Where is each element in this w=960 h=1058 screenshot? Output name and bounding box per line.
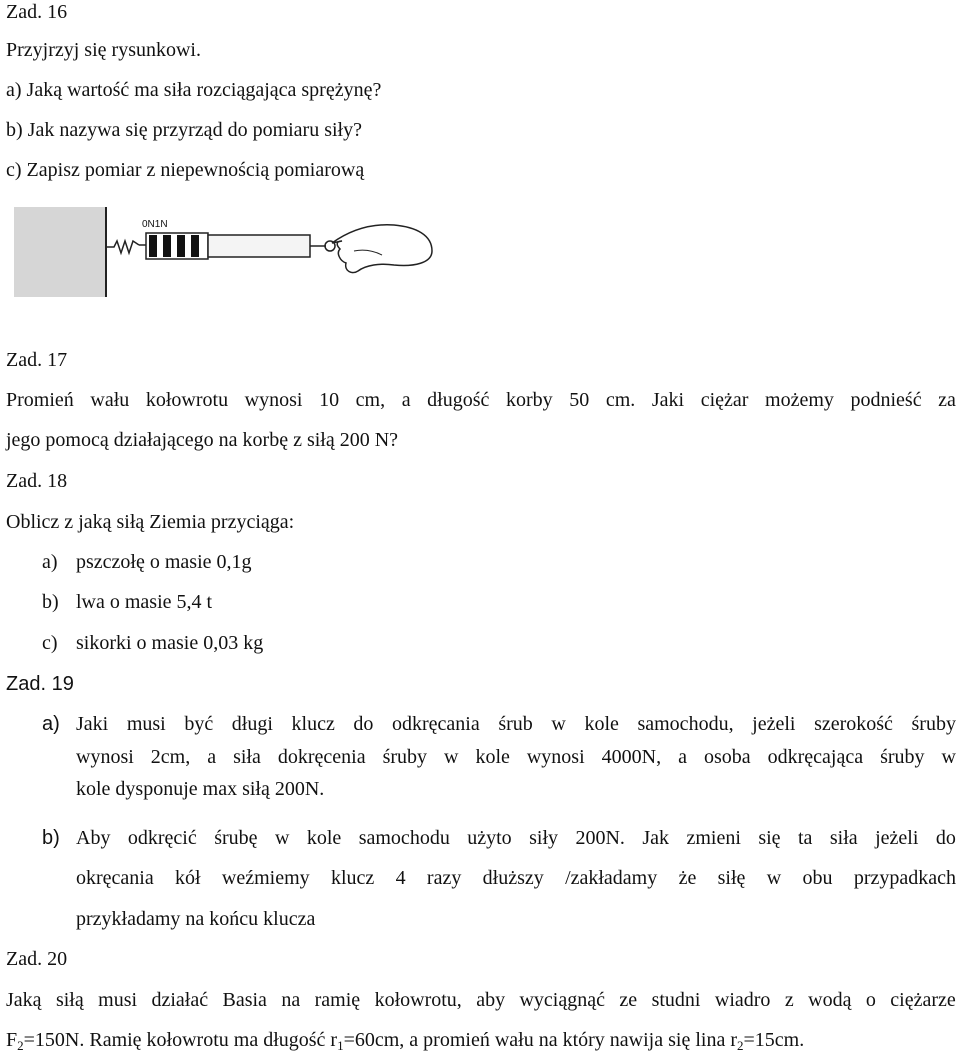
task-20-line-1 xyxy=(6,988,956,1012)
word: podnieść xyxy=(850,389,922,411)
task-18-item-c-marker: c) xyxy=(42,632,58,654)
word: jeżeli xyxy=(875,827,919,849)
word: że xyxy=(678,867,697,889)
word: musi xyxy=(98,989,138,1011)
word: siły xyxy=(529,827,559,849)
word: wyciągnąć xyxy=(519,989,605,1011)
word: wodą xyxy=(808,989,852,1011)
word: wiadro xyxy=(714,989,771,1011)
task-16-intro: Przyjrzyj się rysunkowi. xyxy=(6,39,201,61)
word: długi xyxy=(231,713,273,735)
word: śruby xyxy=(382,746,428,768)
word: 200N. xyxy=(575,827,625,849)
word: w xyxy=(444,746,459,768)
scale-tube xyxy=(208,235,310,257)
task-19-item-a-marker: a) xyxy=(42,713,60,735)
task-16-question-b: b) Jak nazywa się przyrząd do pomiaru siły? xyxy=(6,119,362,141)
word: możemy xyxy=(765,389,834,411)
task-20-force-symbol: F xyxy=(6,1029,18,1051)
word: o xyxy=(865,989,876,1011)
task-18-intro: Oblicz z jaką siłą Ziemia przyciąga: xyxy=(6,511,295,533)
word: siłą xyxy=(55,989,84,1011)
task-16-title: Zad. 16 xyxy=(6,1,68,23)
task-19-item-b-marker: b) xyxy=(42,827,60,849)
task-20-sub-3: 2 xyxy=(736,1038,744,1053)
word: ciężarze xyxy=(890,989,956,1011)
word: Aby xyxy=(76,827,111,849)
word: siła xyxy=(233,746,261,768)
word: 4000N, xyxy=(601,746,662,768)
word: weźmiemy xyxy=(221,867,310,889)
word: samochodu xyxy=(358,827,450,849)
task-19-a-line-1 xyxy=(76,712,956,736)
word: wynosi xyxy=(76,746,134,768)
word: a xyxy=(207,746,217,768)
word: dłuższy xyxy=(482,867,544,889)
task-18-item-c: sikorki o masie 0,03 kg xyxy=(76,632,264,654)
word: do xyxy=(353,713,374,735)
word: studni xyxy=(651,989,701,1011)
task-18-item-b-marker: b) xyxy=(42,591,59,613)
word: Jak xyxy=(642,827,670,849)
word: okręcania xyxy=(76,867,154,889)
task-20-sub-1: 2 xyxy=(17,1038,24,1053)
word: ze xyxy=(619,989,638,1011)
word: śrub xyxy=(498,713,533,735)
word: klucz xyxy=(330,867,375,889)
task-20-text-2: =60cm, a promień wału na który nawija się lina r xyxy=(343,1029,737,1051)
word: klucz xyxy=(291,713,335,735)
word: kole xyxy=(306,827,342,849)
task-19-b-line-3: przykładamy na końcu klucza xyxy=(76,908,316,930)
word: kołowrotu xyxy=(145,389,229,411)
task-17-title: Zad. 17 xyxy=(6,349,68,371)
word: zmieni xyxy=(686,827,741,849)
word: wynosi xyxy=(244,389,303,411)
task-16-question-c: c) Zapisz pomiar z niepewnością pomiarową xyxy=(6,159,365,181)
word: ta xyxy=(798,827,813,849)
word: siłę xyxy=(717,867,746,889)
task-19-b-line-2 xyxy=(76,866,956,890)
word: odkręcająca xyxy=(767,746,864,768)
word: cm, xyxy=(355,389,386,411)
word: w xyxy=(274,827,290,849)
word: aby xyxy=(476,989,506,1011)
word: siła xyxy=(829,827,858,849)
task-18-item-a-marker: a) xyxy=(42,551,58,573)
word: szerokość xyxy=(814,713,893,735)
word: Jaką xyxy=(6,989,42,1011)
word: osoba xyxy=(703,746,751,768)
spring-hook xyxy=(106,241,139,253)
word: w xyxy=(766,867,782,889)
task-19-title: Zad. 19 xyxy=(6,673,74,695)
task-19-b-line-1 xyxy=(76,826,956,850)
word: wynosi xyxy=(526,746,585,768)
word: 4 xyxy=(395,867,406,889)
task-20-text-1: =150N. Ramię kołowrotu ma długość r xyxy=(23,1029,338,1051)
word: musi xyxy=(126,713,166,735)
spring-scale-figure xyxy=(14,205,434,305)
word: użyto xyxy=(467,827,512,849)
word: się xyxy=(758,827,781,849)
task-17-line-1 xyxy=(6,388,956,412)
word: kole xyxy=(475,746,510,768)
task-19-a-line-2 xyxy=(76,745,956,769)
word: samochodu, xyxy=(637,713,734,735)
word: jeżeli xyxy=(752,713,796,735)
word: razy xyxy=(426,867,462,889)
word: a xyxy=(401,389,411,411)
task-16-question-a: a) Jaką wartość ma siła rozciągająca sprężynę? xyxy=(6,79,382,101)
word: 2cm, xyxy=(150,746,191,768)
word: kołowrotu, xyxy=(374,989,462,1011)
word: dokręcenia xyxy=(277,746,366,768)
word: 50 xyxy=(569,389,590,411)
word: Jaki xyxy=(651,389,685,411)
word: Basia xyxy=(222,989,267,1011)
word: być xyxy=(184,713,214,735)
word: /zakładamy xyxy=(565,867,658,889)
word: odkręcania xyxy=(392,713,480,735)
word: kół xyxy=(175,867,201,889)
word: działać xyxy=(151,989,209,1011)
word: długość xyxy=(427,389,490,411)
word: śruby xyxy=(880,746,925,768)
task-17-line-2: jego pomocą działającego na korbę z siłą 200 N? xyxy=(6,429,399,451)
word: śruby xyxy=(911,713,956,735)
word: obu xyxy=(802,867,833,889)
word: z xyxy=(784,989,794,1011)
word: odkręcić xyxy=(127,827,197,849)
task-18-title: Zad. 18 xyxy=(6,470,68,492)
task-20-text-3: =15cm. xyxy=(743,1029,805,1051)
task-19-a-line-3: kole dysponuje max siłą 200N. xyxy=(76,778,325,800)
word: a xyxy=(678,746,687,768)
task-20-title: Zad. 20 xyxy=(6,948,68,970)
word: przypadkach xyxy=(853,867,956,889)
task-18-item-b: lwa o masie 5,4 t xyxy=(76,591,213,613)
scale-label: 0N1N xyxy=(142,219,168,230)
task-20-sub-2: 1 xyxy=(337,1038,344,1053)
word: cm. xyxy=(605,389,636,411)
word: Jaki xyxy=(76,713,109,735)
word: w xyxy=(551,713,566,735)
wall xyxy=(14,207,106,297)
word: w xyxy=(941,746,956,768)
word: ramię xyxy=(314,989,361,1011)
word: Promień xyxy=(6,389,74,411)
word: śrubę xyxy=(214,827,258,849)
word: za xyxy=(938,389,956,411)
word: do xyxy=(935,827,956,849)
hand-icon xyxy=(332,225,432,273)
task-18-item-a: pszczołę o masie 0,1g xyxy=(76,551,252,573)
word: wału xyxy=(90,389,130,411)
word: 10 xyxy=(319,389,340,411)
word: na xyxy=(281,989,301,1011)
word: korby xyxy=(505,389,553,411)
word: ciężar xyxy=(700,389,749,411)
word: kole xyxy=(584,713,619,735)
